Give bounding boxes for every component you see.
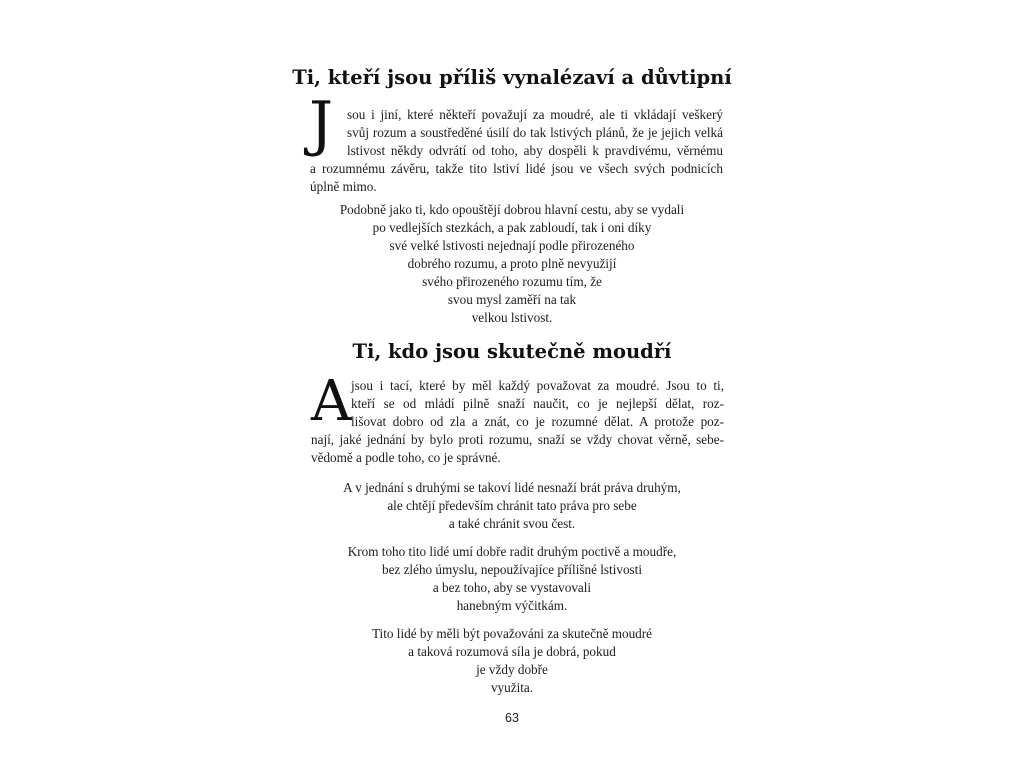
text-line: a rozumnému závěru, takže tito lstiví lidé jsou ve všech svých podnicích bbox=[310, 161, 723, 176]
text-line: Krom toho tito lidé umí dobře radit druhým poctivě a moudře, bbox=[347, 544, 677, 559]
section-1-paragraph-1-cont bbox=[310, 160, 723, 196]
text-line: Tito lidé by měli být považováni za skutečně moudré bbox=[371, 626, 653, 641]
text-line: dobrého rozumu, a proto plně nevyužijí bbox=[407, 256, 617, 271]
text-line: kteří se od mládí pilně snaží naučit, co je nejlepší dělat, roz- bbox=[351, 396, 724, 411]
text-line: lišovat dobro od zla a znát, co je rozumné dělat. A protože poz- bbox=[351, 414, 724, 429]
text-line: a bez toho, aby se vystavovali bbox=[432, 580, 592, 595]
page-number: 63 bbox=[505, 711, 519, 725]
section-1-drop-cap: J bbox=[309, 89, 334, 159]
text-line: svůj rozum a soustředěné úsilí do tak lstivých plánů, že je jejich velká bbox=[347, 125, 723, 140]
text-line: A v jednání s druhými se takoví lidé nesnaží brát práva druhým, bbox=[343, 480, 681, 495]
text-line: sou i jiní, které někteří považují za moudré, ale ti vkládají veškerý bbox=[347, 107, 723, 122]
text-line: svou mysl zaměří na tak bbox=[447, 292, 577, 307]
text-line: a také chránit svou čest. bbox=[448, 516, 576, 531]
text-line: po vedlejších stezkách, a pak zabloudí, tak i oni díky bbox=[372, 220, 652, 235]
text-line: jsou i tací, které by měl každý považovat za moudré. Jsou to ti, bbox=[351, 378, 724, 393]
section-2-paragraph-1-cont bbox=[311, 431, 724, 467]
section-1-title: Ti, kteří jsou příliš vynalézaví a důvtipní bbox=[292, 66, 732, 89]
text-line: hanebným výčitkám. bbox=[456, 598, 568, 613]
text-line: úplně mimo. bbox=[310, 179, 377, 194]
text-line: bez zlého úmyslu, nepoužívajíce přílišné lstivosti bbox=[381, 562, 643, 577]
text-line: svého přirozeného rozumu tím, že bbox=[422, 274, 602, 289]
section-2-drop-cap: A bbox=[311, 369, 352, 434]
text-line: lstivost někdy odvrátí od toho, aby dospěli k pravdivému, věrnému bbox=[347, 143, 723, 158]
text-line: využita. bbox=[490, 680, 534, 695]
section-2-paragraph-4 bbox=[0, 625, 1024, 697]
section-2-paragraph-2 bbox=[0, 479, 1024, 533]
text-line: nají, jaké jednání by bylo proti rozumu, snaží se vždy chovat věrně, sebe- bbox=[311, 432, 724, 447]
section-1-paragraph-2 bbox=[0, 201, 1024, 327]
section-1-paragraph-1 bbox=[347, 106, 723, 160]
section-2-paragraph-1 bbox=[351, 377, 724, 431]
section-2-title: Ti, kdo jsou skutečně moudří bbox=[352, 340, 672, 363]
text-line: své velké lstivosti nejednají podle přirozeného bbox=[389, 238, 635, 253]
text-line: ale chtějí především chránit tato práva pro sebe bbox=[387, 498, 637, 513]
text-line: je vždy dobře bbox=[476, 662, 548, 677]
text-line: velkou lstivost. bbox=[471, 310, 553, 325]
text-line: Podobně jako ti, kdo opouštějí dobrou hlavní cestu, aby se vydali bbox=[339, 202, 685, 217]
section-2-paragraph-3 bbox=[0, 543, 1024, 615]
text-line: a taková rozumová síla je dobrá, pokud bbox=[408, 644, 616, 659]
text-line: vědomě a podle toho, co je správné. bbox=[311, 450, 501, 465]
